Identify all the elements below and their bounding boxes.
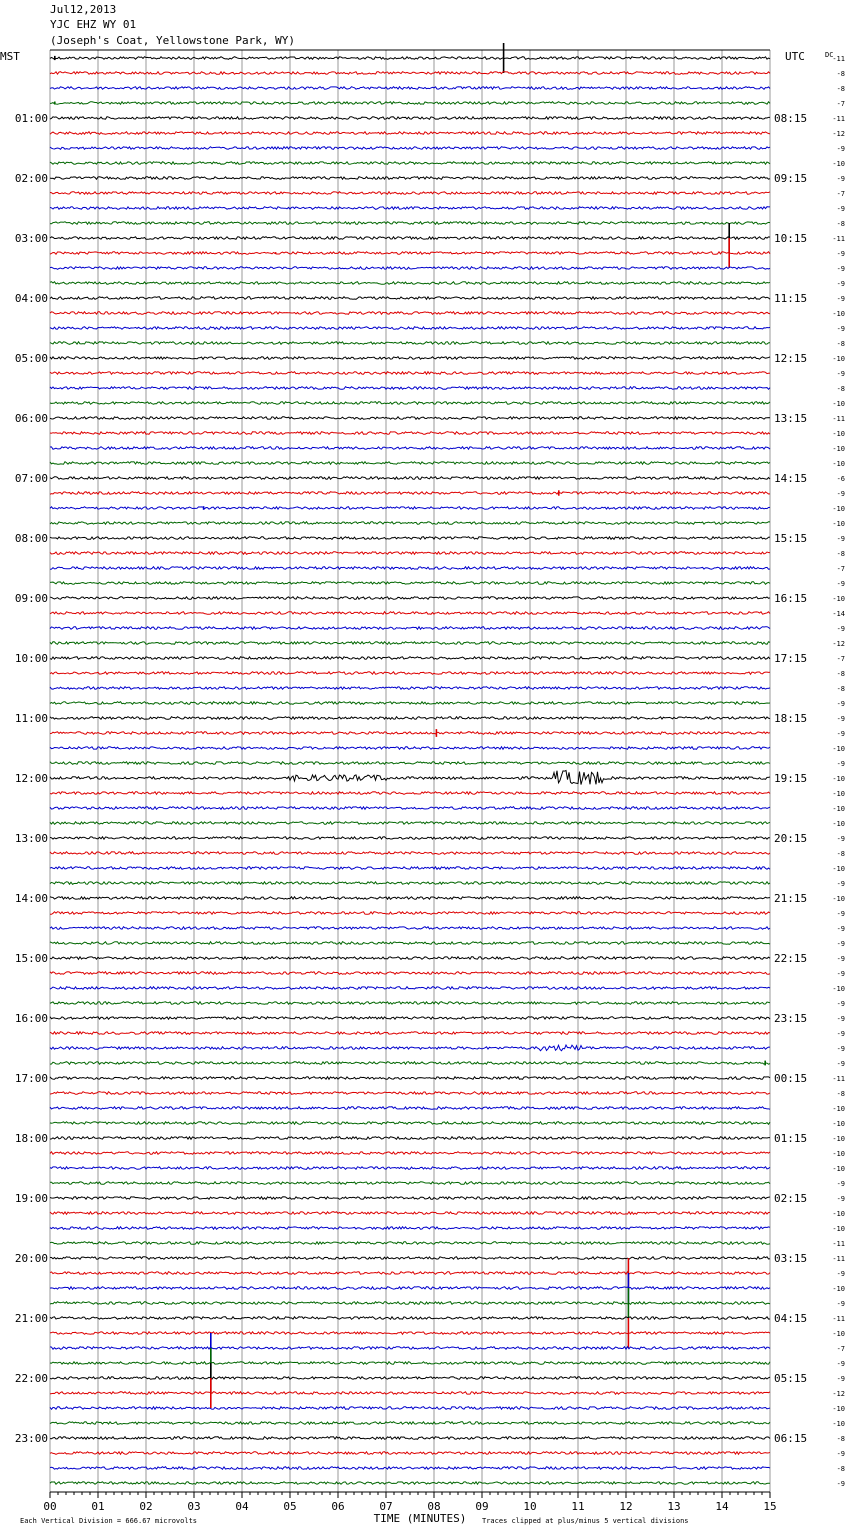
trace-row-1 bbox=[50, 72, 770, 75]
dc-offset-label: -10 bbox=[832, 1105, 845, 1113]
trace-row-56 bbox=[50, 897, 770, 900]
left-hour-label: 23:00 bbox=[14, 1432, 48, 1445]
dc-offset-label: -10 bbox=[832, 310, 845, 318]
dc-offset-label: -9 bbox=[836, 940, 845, 948]
trace-row-17 bbox=[50, 312, 770, 315]
dc-offset-label: -8 bbox=[836, 1435, 845, 1443]
right-hour-label: 19:15 bbox=[774, 772, 808, 785]
left-timezone-label: MST bbox=[0, 50, 20, 63]
right-hour-label: 10:15 bbox=[774, 232, 808, 245]
dc-offset-label: -8 bbox=[836, 1090, 845, 1098]
trace-row-40 bbox=[50, 657, 770, 660]
dc-offset-label: -9 bbox=[836, 205, 845, 213]
axis-labels bbox=[15, 55, 845, 1513]
right-hour-label: 12:15 bbox=[774, 352, 808, 365]
trace-row-25 bbox=[50, 432, 770, 435]
dc-offset-label: -6 bbox=[836, 475, 845, 483]
left-hour-label: 19:00 bbox=[14, 1192, 48, 1205]
left-hour-label: 16:00 bbox=[14, 1012, 48, 1025]
trace-row-78 bbox=[50, 1227, 770, 1230]
dc-offset-label: -8 bbox=[836, 850, 845, 858]
dc-offset-label: -7 bbox=[836, 565, 845, 573]
trace-row-93 bbox=[50, 1452, 770, 1455]
right-hour-label: 21:15 bbox=[774, 892, 808, 905]
right-hour-label: 18:15 bbox=[774, 712, 808, 725]
dc-offset-label: -10 bbox=[832, 1330, 845, 1338]
trace-row-9 bbox=[50, 192, 770, 195]
right-hour-label: 11:15 bbox=[774, 292, 808, 305]
dc-offset-label: -9 bbox=[836, 265, 845, 273]
dc-offset-label: -11 bbox=[832, 1075, 845, 1083]
trace-row-69 bbox=[50, 1092, 770, 1095]
trace-row-92 bbox=[50, 1437, 770, 1440]
trace-row-14 bbox=[50, 267, 770, 270]
trace-row-70 bbox=[50, 1107, 770, 1110]
dc-offset-label: -14 bbox=[832, 610, 845, 618]
dc-offset-label: -12 bbox=[832, 1390, 845, 1398]
dc-offset-label: -9 bbox=[836, 835, 845, 843]
trace-row-19 bbox=[50, 342, 770, 345]
x-tick-label: 12 bbox=[619, 1500, 633, 1513]
left-hour-label: 18:00 bbox=[14, 1132, 48, 1145]
trace-lines bbox=[50, 43, 770, 1484]
dc-offset-label: -10 bbox=[832, 895, 845, 903]
trace-row-49 bbox=[50, 792, 770, 795]
x-tick-label: 02 bbox=[139, 1500, 153, 1513]
trace-row-50 bbox=[50, 807, 770, 810]
trace-row-44 bbox=[50, 717, 770, 720]
dc-offset-label: -9 bbox=[836, 625, 845, 633]
dc-offset-label: -7 bbox=[836, 655, 845, 663]
dc-offset-label: -10 bbox=[832, 775, 845, 783]
dc-offset-label: -9 bbox=[836, 925, 845, 933]
dc-offset-label: -7 bbox=[836, 190, 845, 198]
dc-offset-label: -7 bbox=[836, 1345, 845, 1353]
dc-label: DC bbox=[825, 51, 834, 59]
dc-offset-label: -8 bbox=[836, 385, 845, 393]
dc-offset-label: -9 bbox=[836, 535, 845, 543]
dc-offset-label: -9 bbox=[836, 1360, 845, 1368]
trace-row-10 bbox=[50, 207, 770, 210]
trace-row-89 bbox=[50, 1392, 770, 1395]
scale-note: Each Vertical Division = 666.67 microvolts bbox=[20, 1517, 198, 1525]
trace-row-28 bbox=[50, 477, 770, 480]
trace-row-21 bbox=[50, 372, 770, 375]
left-hour-label: 02:00 bbox=[14, 172, 48, 185]
dc-offset-label: -9 bbox=[836, 370, 845, 378]
x-tick-label: 11 bbox=[571, 1500, 585, 1513]
x-tick-label: 05 bbox=[283, 1500, 297, 1513]
dc-offset-label: -9 bbox=[836, 1375, 845, 1383]
dc-offset-label: -11 bbox=[832, 1315, 845, 1323]
record-date: Jul12,2013 bbox=[50, 3, 117, 16]
dc-offset-label: -10 bbox=[832, 1285, 845, 1293]
x-tick-label: 13 bbox=[667, 1500, 681, 1513]
dc-offset-label: -10 bbox=[832, 460, 845, 468]
trace-row-24 bbox=[50, 417, 770, 420]
trace-row-86 bbox=[50, 1347, 770, 1350]
dc-offset-label: -9 bbox=[836, 700, 845, 708]
dc-offset-label: -9 bbox=[836, 955, 845, 963]
dc-offset-label: -9 bbox=[836, 715, 845, 723]
dc-offset-label: -8 bbox=[836, 685, 845, 693]
trace-row-46 bbox=[50, 747, 770, 750]
trace-row-29 bbox=[50, 492, 770, 495]
x-tick-label: 04 bbox=[235, 1500, 249, 1513]
trace-row-59 bbox=[50, 942, 770, 945]
right-hour-label: 14:15 bbox=[774, 472, 808, 485]
dc-offset-label: -9 bbox=[836, 1180, 845, 1188]
dc-offset-label: -10 bbox=[832, 505, 845, 513]
dc-offset-label: -10 bbox=[832, 1165, 845, 1173]
trace-row-20 bbox=[50, 357, 770, 360]
dc-offset-label: -9 bbox=[836, 325, 845, 333]
trace-row-58 bbox=[50, 927, 770, 930]
trace-row-54 bbox=[50, 867, 770, 870]
dc-offset-label: -8 bbox=[836, 340, 845, 348]
left-hour-label: 07:00 bbox=[14, 472, 48, 485]
trace-row-7 bbox=[50, 162, 770, 165]
trace-row-94 bbox=[50, 1467, 770, 1470]
dc-offset-label: -9 bbox=[836, 730, 845, 738]
trace-row-76 bbox=[50, 1197, 770, 1200]
clip-note: Traces clipped at plus/minus 5 vertical divisions bbox=[482, 1517, 689, 1525]
right-hour-label: 00:15 bbox=[774, 1072, 808, 1085]
trace-row-74 bbox=[50, 1167, 770, 1170]
trace-row-77 bbox=[50, 1212, 770, 1215]
trace-row-72 bbox=[50, 1137, 770, 1140]
left-hour-label: 21:00 bbox=[14, 1312, 48, 1325]
trace-row-80 bbox=[50, 1257, 770, 1260]
dc-offset-label: -9 bbox=[836, 1480, 845, 1488]
dc-offset-label: -9 bbox=[836, 295, 845, 303]
right-hour-label: 20:15 bbox=[774, 832, 808, 845]
x-tick-label: 07 bbox=[379, 1500, 393, 1513]
dc-offset-label: -8 bbox=[836, 70, 845, 78]
trace-row-37 bbox=[50, 612, 770, 615]
left-hour-label: 20:00 bbox=[14, 1252, 48, 1265]
right-hour-label: 06:15 bbox=[774, 1432, 808, 1445]
dc-offset-label: -11 bbox=[832, 235, 845, 243]
trace-row-22 bbox=[50, 387, 770, 390]
trace-row-2 bbox=[50, 87, 770, 90]
trace-row-63 bbox=[50, 1002, 770, 1005]
trace-row-73 bbox=[50, 1152, 770, 1155]
trace-row-95 bbox=[50, 1482, 770, 1485]
trace-row-61 bbox=[50, 972, 770, 975]
trace-row-47 bbox=[50, 762, 770, 765]
left-hour-label: 15:00 bbox=[14, 952, 48, 965]
dc-offset-label: -9 bbox=[836, 1000, 845, 1008]
dc-offset-label: -9 bbox=[836, 1015, 845, 1023]
trace-row-0 bbox=[50, 57, 770, 60]
left-hour-label: 14:00 bbox=[14, 892, 48, 905]
trace-row-66 bbox=[50, 1045, 770, 1051]
x-tick-label: 08 bbox=[427, 1500, 441, 1513]
right-hour-label: 15:15 bbox=[774, 532, 808, 545]
trace-row-83 bbox=[50, 1302, 770, 1305]
dc-offset-label: -10 bbox=[832, 1225, 845, 1233]
trace-row-64 bbox=[50, 1017, 770, 1020]
right-hour-label: 09:15 bbox=[774, 172, 808, 185]
x-tick-label: 01 bbox=[91, 1500, 105, 1513]
trace-row-62 bbox=[50, 987, 770, 990]
trace-row-38 bbox=[50, 627, 770, 630]
dc-offset-label: -10 bbox=[832, 355, 845, 363]
dc-offset-label: -10 bbox=[832, 400, 845, 408]
left-hour-label: 09:00 bbox=[14, 592, 48, 605]
dc-offset-label: -9 bbox=[836, 1045, 845, 1053]
trace-row-68 bbox=[50, 1077, 770, 1080]
dc-offset-label: -11 bbox=[832, 1255, 845, 1263]
dc-offset-label: -9 bbox=[836, 1450, 845, 1458]
dc-offset-label: -8 bbox=[836, 85, 845, 93]
trace-row-30 bbox=[50, 507, 770, 510]
x-axis-title: TIME (MINUTES) bbox=[373, 1512, 467, 1525]
dc-offset-label: -11 bbox=[832, 115, 845, 123]
station-id: YJC EHZ WY 01 bbox=[50, 18, 137, 31]
dc-offset-label: -11 bbox=[832, 415, 845, 423]
dc-offset-label: -9 bbox=[836, 1270, 845, 1278]
dc-offset-label: -8 bbox=[836, 220, 845, 228]
left-hour-label: 05:00 bbox=[14, 352, 48, 365]
right-hour-label: 08:15 bbox=[774, 112, 808, 125]
trace-row-55 bbox=[50, 882, 770, 885]
trace-row-71 bbox=[50, 1122, 770, 1125]
trace-row-6 bbox=[50, 147, 770, 150]
dc-offset-label: -11 bbox=[832, 1240, 845, 1248]
dc-offset-label: -9 bbox=[836, 910, 845, 918]
trace-row-8 bbox=[50, 177, 770, 180]
dc-offset-label: -12 bbox=[832, 640, 845, 648]
trace-row-34 bbox=[50, 567, 770, 570]
dc-offset-label: -9 bbox=[836, 970, 845, 978]
dc-offset-label: -10 bbox=[832, 1210, 845, 1218]
trace-row-27 bbox=[50, 462, 770, 465]
trace-row-79 bbox=[50, 1242, 770, 1245]
right-hour-label: 04:15 bbox=[774, 1312, 808, 1325]
dc-offset-label: -10 bbox=[832, 1420, 845, 1428]
x-tick-label: 15 bbox=[763, 1500, 777, 1513]
trace-row-39 bbox=[50, 642, 770, 645]
trace-row-45 bbox=[50, 732, 770, 735]
dc-offset-label: -8 bbox=[836, 670, 845, 678]
trace-row-52 bbox=[50, 837, 770, 840]
trace-row-51 bbox=[50, 822, 770, 825]
x-tick-label: 03 bbox=[187, 1500, 201, 1513]
dc-offset-label: -9 bbox=[836, 175, 845, 183]
dc-offset-label: -10 bbox=[832, 805, 845, 813]
right-hour-label: 03:15 bbox=[774, 1252, 808, 1265]
trace-row-11 bbox=[50, 222, 770, 225]
dc-offset-label: -10 bbox=[832, 865, 845, 873]
dc-offset-label: -10 bbox=[832, 820, 845, 828]
trace-row-81 bbox=[50, 1272, 770, 1275]
dc-offset-label: -10 bbox=[832, 790, 845, 798]
dc-offset-label: -9 bbox=[836, 1030, 845, 1038]
trace-row-75 bbox=[50, 1182, 770, 1185]
dc-offset-label: -9 bbox=[836, 1060, 845, 1068]
dc-offset-label: -9 bbox=[836, 145, 845, 153]
trace-row-85 bbox=[50, 1332, 770, 1335]
dc-offset-label: -9 bbox=[836, 1300, 845, 1308]
trace-row-3 bbox=[50, 102, 770, 105]
dc-offset-label: -10 bbox=[832, 520, 845, 528]
left-hour-label: 06:00 bbox=[14, 412, 48, 425]
trace-row-31 bbox=[50, 522, 770, 525]
dc-offset-label: -9 bbox=[836, 580, 845, 588]
dc-offset-label: -9 bbox=[836, 1195, 845, 1203]
trace-row-18 bbox=[50, 327, 770, 330]
dc-offset-label: -9 bbox=[836, 280, 845, 288]
trace-row-42 bbox=[50, 687, 770, 690]
trace-row-15 bbox=[50, 282, 770, 285]
right-hour-label: 22:15 bbox=[774, 952, 808, 965]
right-timezone-label: UTC bbox=[785, 50, 805, 63]
dc-offset-label: -10 bbox=[832, 1405, 845, 1413]
trace-row-48 bbox=[50, 771, 770, 785]
left-hour-label: 22:00 bbox=[14, 1372, 48, 1385]
trace-row-90 bbox=[50, 1407, 770, 1410]
trace-row-16 bbox=[50, 297, 770, 300]
dc-offset-label: -10 bbox=[832, 430, 845, 438]
x-tick-label: 10 bbox=[523, 1500, 537, 1513]
x-tick-label: 06 bbox=[331, 1500, 345, 1513]
dc-offset-label: -9 bbox=[836, 250, 845, 258]
trace-row-5 bbox=[50, 132, 770, 135]
left-hour-label: 13:00 bbox=[14, 832, 48, 845]
dc-offset-label: -10 bbox=[832, 160, 845, 168]
trace-row-4 bbox=[50, 117, 770, 120]
left-hour-label: 03:00 bbox=[14, 232, 48, 245]
trace-row-33 bbox=[50, 552, 770, 555]
right-hour-label: 01:15 bbox=[774, 1132, 808, 1145]
left-hour-label: 10:00 bbox=[14, 652, 48, 665]
dc-offset-label: -9 bbox=[836, 880, 845, 888]
dc-offset-label: -12 bbox=[832, 130, 845, 138]
trace-row-12 bbox=[50, 237, 770, 240]
dc-offset-label: -10 bbox=[832, 1120, 845, 1128]
x-tick-label: 14 bbox=[715, 1500, 729, 1513]
dc-offset-label: -10 bbox=[832, 1135, 845, 1143]
right-hour-label: 02:15 bbox=[774, 1192, 808, 1205]
right-hour-label: 05:15 bbox=[774, 1372, 808, 1385]
dc-offset-label: -10 bbox=[832, 985, 845, 993]
trace-row-88 bbox=[50, 1377, 770, 1380]
trace-row-57 bbox=[50, 912, 770, 915]
dc-offset-label: -8 bbox=[836, 1465, 845, 1473]
trace-row-41 bbox=[50, 672, 770, 675]
dc-offset-label: -10 bbox=[832, 1150, 845, 1158]
left-hour-label: 08:00 bbox=[14, 532, 48, 545]
trace-row-65 bbox=[50, 1032, 770, 1035]
trace-row-13 bbox=[50, 252, 770, 255]
dc-offset-label: -11 bbox=[832, 55, 845, 63]
left-hour-label: 04:00 bbox=[14, 292, 48, 305]
trace-row-36 bbox=[50, 597, 770, 600]
right-hour-label: 17:15 bbox=[774, 652, 808, 665]
left-hour-label: 17:00 bbox=[14, 1072, 48, 1085]
trace-row-53 bbox=[50, 852, 770, 855]
trace-row-60 bbox=[50, 957, 770, 960]
dc-offset-label: -8 bbox=[836, 550, 845, 558]
right-hour-label: 13:15 bbox=[774, 412, 808, 425]
left-hour-label: 01:00 bbox=[14, 112, 48, 125]
trace-row-84 bbox=[50, 1317, 770, 1320]
dc-offset-label: -10 bbox=[832, 595, 845, 603]
station-location: (Joseph's Coat, Yellowstone Park, WY) bbox=[50, 34, 296, 47]
dc-offset-label: -7 bbox=[836, 100, 845, 108]
trace-row-67 bbox=[50, 1062, 770, 1065]
dc-offset-label: -9 bbox=[836, 490, 845, 498]
trace-row-82 bbox=[50, 1287, 770, 1290]
dc-offset-label: -9 bbox=[836, 760, 845, 768]
dc-offset-label: -10 bbox=[832, 745, 845, 753]
dc-offset-label: -10 bbox=[832, 445, 845, 453]
trace-row-35 bbox=[50, 582, 770, 585]
trace-row-32 bbox=[50, 537, 770, 540]
x-tick-label: 00 bbox=[43, 1500, 57, 1513]
right-hour-label: 23:15 bbox=[774, 1012, 808, 1025]
right-hour-label: 16:15 bbox=[774, 592, 808, 605]
left-hour-label: 12:00 bbox=[14, 772, 48, 785]
trace-row-26 bbox=[50, 447, 770, 450]
trace-row-43 bbox=[50, 702, 770, 705]
trace-row-23 bbox=[50, 402, 770, 405]
trace-row-87 bbox=[50, 1362, 770, 1365]
trace-row-91 bbox=[50, 1422, 770, 1425]
x-tick-label: 09 bbox=[475, 1500, 489, 1513]
left-hour-label: 11:00 bbox=[14, 712, 48, 725]
